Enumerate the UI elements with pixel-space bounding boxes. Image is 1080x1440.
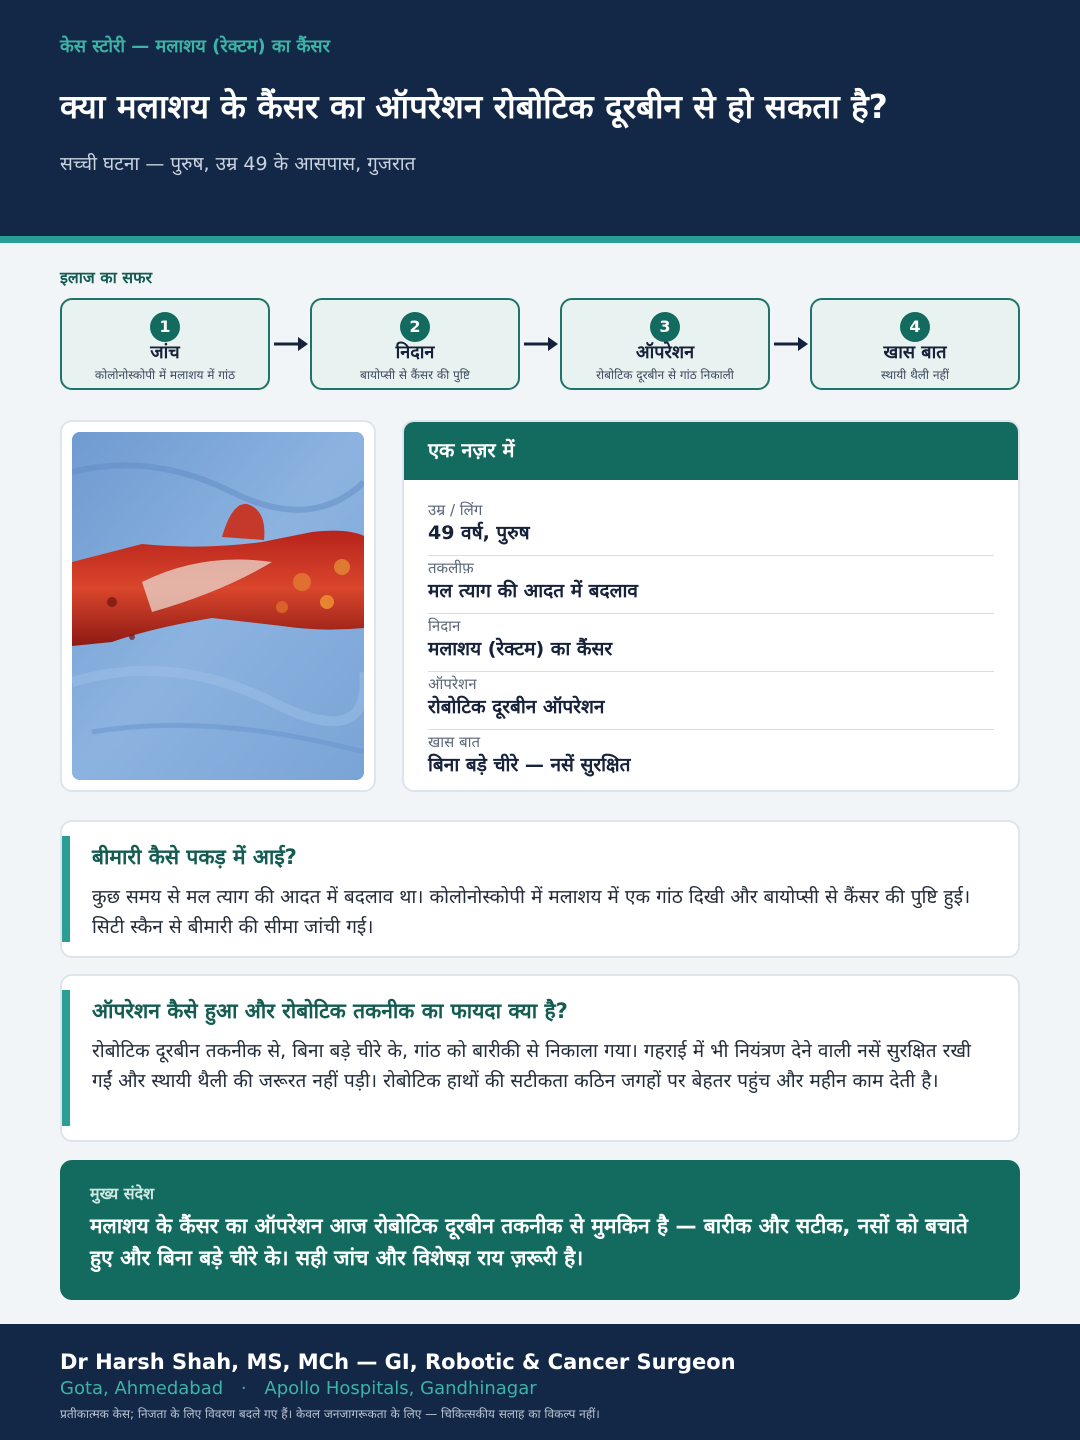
fact-row	[428, 672, 994, 730]
step-number: 3	[650, 312, 680, 342]
step-title: निदान	[395, 342, 435, 363]
step-description: रोबोटिक दूरबीन से गांठ निकाली	[596, 368, 734, 382]
story-heading: ऑपरेशन कैसे हुआ और रोबोटिक तकनीक का फायदा क्या है?	[92, 999, 568, 1023]
step-description: कोलोनोस्कोपी में मलाशय में गांठ	[94, 368, 236, 382]
journey-step-4	[810, 298, 1020, 390]
header-stripe	[0, 236, 1080, 243]
header	[0, 0, 1080, 236]
fact-value: मल त्याग की आदत में बदलाव	[428, 580, 638, 602]
fact-row	[428, 730, 994, 788]
kicker: केस स्टोरी — मलाशय (रेक्टम) का कैंसर	[60, 36, 330, 57]
location-text: Gota, Ahmedabad	[60, 1378, 224, 1399]
key-message	[60, 1160, 1020, 1300]
arrow-right-icon	[774, 334, 810, 354]
fact-value: बिना बड़े चीरे — नसें सुरक्षित	[428, 754, 631, 776]
step-title: ऑपरेशन	[635, 342, 695, 363]
page-subtitle: सच्ची घटना — पुरुष, उम्र 49 के आसपास, गुजरात	[60, 153, 416, 175]
step-number: 2	[400, 312, 430, 342]
fact-row	[428, 556, 994, 614]
fact-label: ऑपरेशन	[428, 675, 477, 693]
facts-heading: एक नज़र में	[404, 422, 1018, 480]
facts-card	[402, 420, 1020, 792]
journey-step-3	[560, 298, 770, 390]
journey-step-1	[60, 298, 270, 390]
footer-locations	[60, 1378, 1020, 1399]
specimen-photo	[72, 432, 364, 780]
step-description: बायोप्सी से कैंसर की पुष्टि	[360, 368, 470, 382]
specimen-image-icon	[72, 432, 364, 780]
story-heading: बीमारी कैसे पकड़ में आई?	[92, 845, 297, 869]
fact-row	[428, 614, 994, 672]
story-card-detection	[60, 820, 1020, 958]
fact-label: उम्र / लिंग	[428, 501, 483, 519]
disclaimer: प्रतीकात्मक केस; निजता के लिए विवरण बदले गए हैं। केवल जनजागरूकता के लिए — चिकित्सकीय सलाह का विकल्प नहीं।	[60, 1407, 600, 1421]
step-number: 1	[150, 312, 180, 342]
page-title: क्या मलाशय के कैंसर का ऑपरेशन रोबोटिक दूरबीन से हो सकता है?	[60, 87, 888, 126]
fact-value: मलाशय (रेक्टम) का कैंसर	[428, 638, 613, 660]
key-message-label: मुख्य संदेश	[90, 1184, 154, 1203]
doctor-name: Dr Harsh Shah, MS, MCh — GI, Robotic & Cancer Surgeon	[60, 1350, 736, 1374]
story-text: कुछ समय से मल त्याग की आदत में बदलाव था। कोलोनोस्कोपी में मलाशय में एक गांठ दिखी और बायोप्सी से कैंसर की पुष्टि हुई। सिटी स्कैन से बीमारी की सीमा जांची गई।	[92, 886, 971, 938]
step-description: स्थायी थैली नहीं	[881, 368, 949, 382]
journey-steps	[60, 298, 1020, 390]
fact-value: रोबोटिक दूरबीन ऑपरेशन	[428, 696, 605, 718]
step-number: 4	[900, 312, 930, 342]
fact-value: 49 वर्ष, पुरुष	[428, 522, 530, 544]
story-card-surgery	[60, 974, 1020, 1142]
hospital-text: Apollo Hospitals, Gandhinagar	[264, 1378, 537, 1399]
step-title: जांच	[150, 342, 180, 363]
fact-label: खास बात	[428, 733, 481, 751]
story-accent-bar	[62, 836, 70, 942]
photo-card	[60, 420, 376, 792]
fact-label: निदान	[428, 617, 461, 635]
location-separator: ·	[240, 1378, 247, 1399]
story-text: रोबोटिक दूरबीन तकनीक से, बिना बड़े चीरे के, गांठ को बारीकी से निकाला गया। गहराई में भी नियंत्रण देने वाली नसें सुरक्षित रखी गईं और स्थायी थैली की जरूरत नहीं पड़ी। रोबोटिक हाथों की सटीकता कठिन जगहों पर बेहतर पहुंच और महीन काम देती है।	[92, 1040, 971, 1092]
arrow-right-icon	[274, 334, 310, 354]
footer	[0, 1324, 1080, 1440]
arrow-right-icon	[524, 334, 560, 354]
journey-step-2	[310, 298, 520, 390]
facts-list	[404, 480, 1018, 788]
step-title: खास बात	[883, 342, 947, 363]
story-accent-bar	[62, 990, 70, 1126]
journey-label: इलाज का सफर	[60, 268, 152, 287]
key-message-text: मलाशय के कैंसर का ऑपरेशन आज रोबोटिक दूरबीन तकनीक से मुमकिन है — बारीक और सटीक, नसों को बचाते हुए और बिना बड़े चीरे के। सही जांच और विशेषज्ञ राय ज़रूरी है।	[90, 1214, 968, 1270]
fact-label: तकलीफ़	[428, 559, 474, 577]
fact-row	[428, 498, 994, 556]
